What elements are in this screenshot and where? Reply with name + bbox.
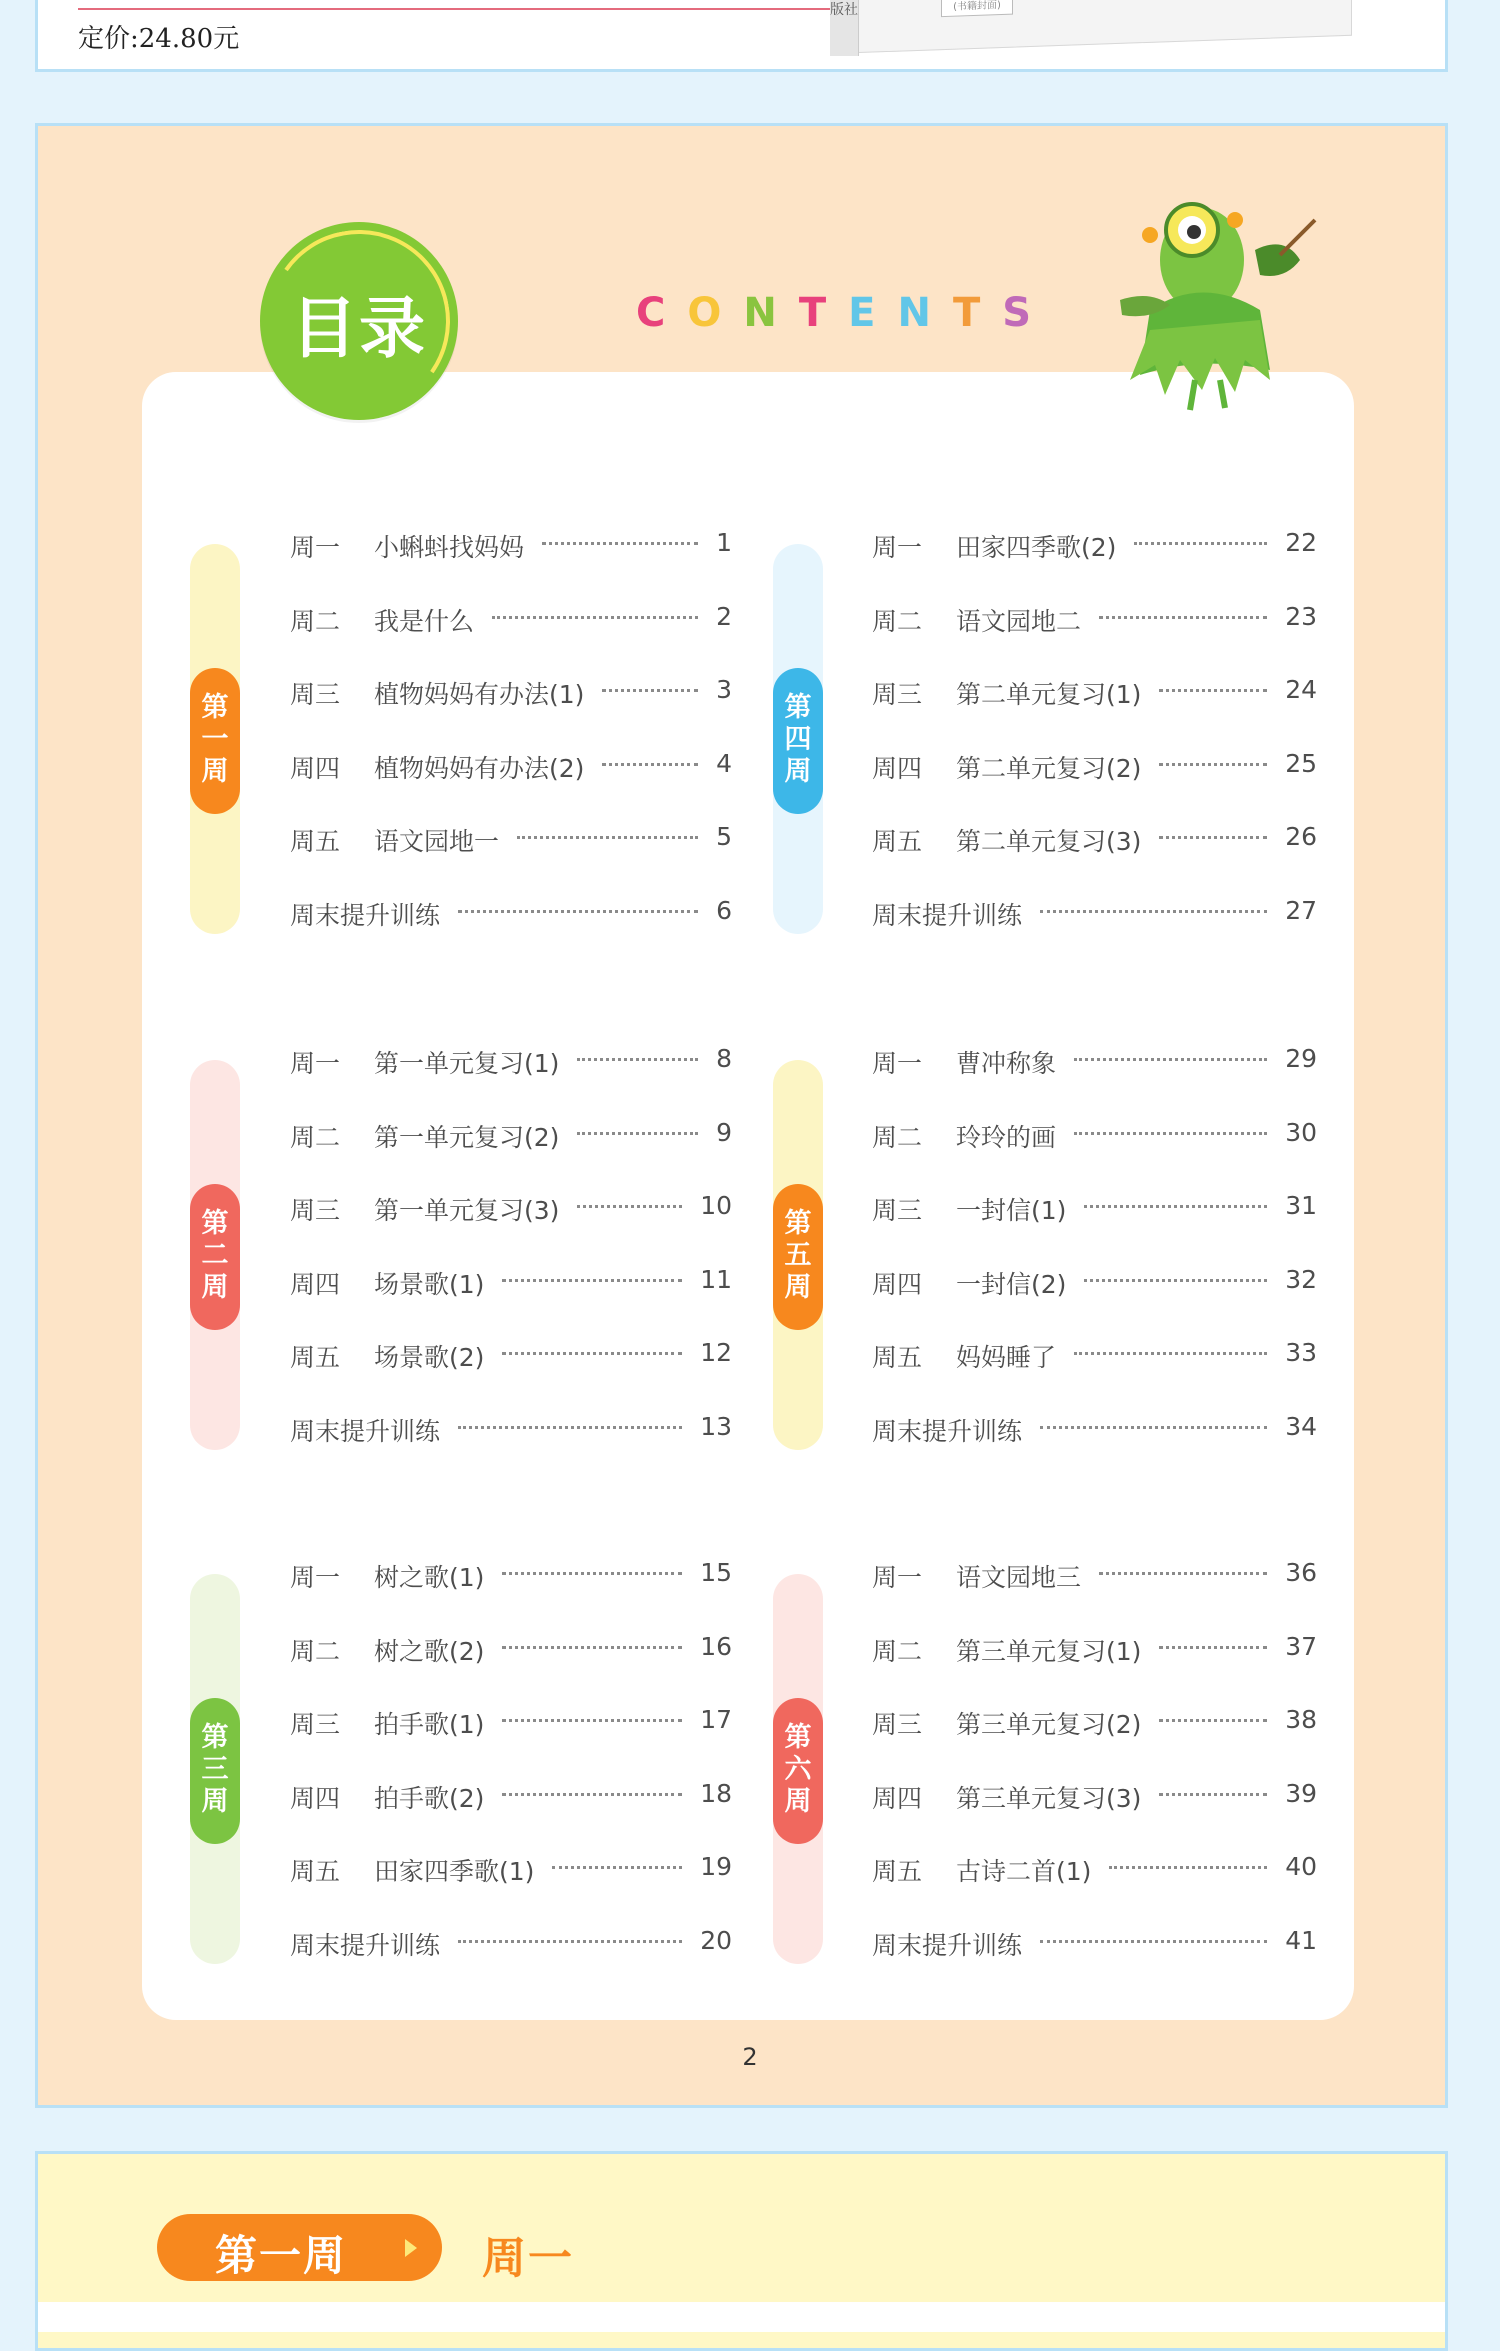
book-cover-label: (书籍封面)	[941, 0, 1013, 17]
toc-leader-dots	[502, 1719, 682, 1722]
contents-letter: O	[687, 290, 744, 336]
toc-title: 曹冲称象	[956, 1049, 1057, 1078]
toc-entry[interactable]	[290, 602, 732, 642]
toc-day: 周末提升训练	[290, 900, 441, 930]
toc-title: 场景歌(1)	[374, 1269, 485, 1299]
toc-entry[interactable]	[872, 1632, 1317, 1672]
toc-day: 周三	[872, 680, 923, 709]
toc-page-number: 17	[700, 1705, 732, 1734]
toc-leader-dots	[458, 1426, 682, 1429]
toc-title: 第三单元复习(1)	[956, 1636, 1142, 1666]
toc-title: 玲玲的画	[956, 1122, 1057, 1152]
toc-entry[interactable]	[290, 896, 732, 936]
week-label-char: 第	[784, 1208, 812, 1239]
toc-entry[interactable]	[872, 528, 1317, 568]
toc-page-number: 22	[1285, 528, 1317, 557]
toc-title: 妈妈睡了	[956, 1343, 1057, 1372]
toc-title: 第二单元复习(3)	[956, 827, 1142, 856]
toc-leader-dots	[1134, 542, 1267, 545]
week-label-char: 六	[784, 1754, 812, 1785]
week-label-pill	[773, 668, 823, 814]
week-label-char: 周	[784, 1272, 812, 1303]
toc-entry[interactable]	[290, 749, 732, 789]
toc-page-number: 2	[716, 601, 732, 631]
toc-entry[interactable]	[872, 1118, 1317, 1158]
toc-page-number: 8	[716, 1044, 732, 1073]
toc-day: 周三	[290, 680, 341, 709]
contents-word	[636, 290, 1053, 336]
toc-day: 周三	[290, 1196, 341, 1225]
toc-day: 周二	[872, 1636, 923, 1666]
toc-title: 拍手歌(1)	[374, 1710, 485, 1739]
toc-day: 周三	[290, 1710, 341, 1739]
toc-entry[interactable]	[290, 1632, 732, 1672]
toc-title: 第二单元复习(2)	[956, 753, 1142, 783]
mascot-illustration	[1110, 180, 1335, 420]
toc-day: 周二	[872, 606, 923, 636]
week-label-char: 周	[784, 756, 812, 787]
toc-page-number: 15	[700, 1558, 732, 1587]
toc-entry[interactable]	[290, 675, 732, 715]
day-heading: 周一	[482, 2233, 574, 2284]
toc-leader-dots	[1159, 1646, 1267, 1649]
toc-day: 周五	[872, 827, 923, 856]
toc-page-number: 25	[1285, 748, 1317, 778]
toc-entry[interactable]	[872, 1191, 1317, 1231]
toc-leader-dots	[517, 836, 698, 839]
toc-page-number: 34	[1285, 1411, 1317, 1441]
toc-page-number: 32	[1285, 1264, 1317, 1294]
toc-leader-dots	[1159, 1793, 1267, 1796]
toc-day: 周一	[872, 533, 923, 562]
week-label-char: 周	[201, 1272, 229, 1303]
toc-leader-dots	[1040, 910, 1267, 913]
week-label-char: 第	[201, 1722, 229, 1753]
week-label-char: 二	[201, 1240, 229, 1271]
toc-page-number: 6	[716, 895, 732, 925]
toc-title: 语文园地三	[956, 1563, 1082, 1592]
toc-page-number: 36	[1285, 1558, 1317, 1587]
toc-entry[interactable]	[872, 1558, 1317, 1598]
toc-title: 田家四季歌(2)	[956, 533, 1117, 562]
toc-title: 古诗二首(1)	[956, 1857, 1092, 1886]
toc-day: 周一	[290, 1049, 341, 1078]
toc-page-number: 27	[1285, 895, 1317, 925]
toc-page-number: 12	[700, 1338, 732, 1367]
toc-day: 周末提升训练	[290, 1930, 441, 1960]
toc-title: 第三单元复习(3)	[956, 1783, 1142, 1813]
toc-page-number: 26	[1285, 822, 1317, 851]
toc-leader-dots	[1040, 1426, 1267, 1429]
week-label-char: 第	[201, 692, 229, 723]
toc-entry[interactable]	[872, 1338, 1317, 1378]
contents-letter: T	[798, 290, 849, 336]
toc-leader-dots	[1099, 1572, 1267, 1575]
toc-leader-dots	[1040, 1940, 1267, 1943]
toc-title: 语文园地一	[374, 827, 500, 856]
toc-leader-dots	[1159, 836, 1267, 839]
week-label-char: 一	[201, 724, 229, 755]
toc-title: 语文园地二	[956, 606, 1082, 636]
week-label-pill	[190, 1184, 240, 1330]
toc-day: 周一	[872, 1563, 923, 1592]
toc-leader-dots	[577, 1058, 698, 1061]
toc-leader-dots	[458, 1940, 682, 1943]
toc-page-number: 37	[1285, 1631, 1317, 1661]
toc-entry[interactable]	[872, 1705, 1317, 1745]
toc-page-number: 24	[1285, 675, 1317, 704]
week-label-pill	[190, 1698, 240, 1844]
toc-page-number: 31	[1285, 1191, 1317, 1220]
week-label-char: 四	[784, 724, 812, 755]
toc-leader-dots	[602, 763, 698, 766]
toc-day: 周五	[872, 1343, 923, 1372]
contents-letter: C	[636, 290, 688, 336]
contents-letter: E	[848, 290, 898, 336]
week-label-char: 周	[784, 1786, 812, 1817]
toc-page-number: 23	[1285, 601, 1317, 631]
toc-page-number: 30	[1285, 1117, 1317, 1147]
toc-entry[interactable]	[872, 1779, 1317, 1819]
week-label-char: 第	[201, 1208, 229, 1239]
section-content-area	[38, 2302, 1445, 2332]
toc-leader-dots	[502, 1352, 682, 1355]
toc-leader-dots	[1074, 1058, 1267, 1061]
toc-leader-dots	[502, 1572, 682, 1575]
toc-leader-dots	[1099, 616, 1267, 619]
page-number: 2	[742, 2043, 758, 2071]
toc-entry[interactable]	[872, 822, 1317, 862]
toc-title: 第一单元复习(3)	[374, 1196, 560, 1225]
toc-title: 一封信(2)	[956, 1269, 1067, 1299]
toc-page-number: 29	[1285, 1044, 1317, 1073]
toc-page-number: 19	[700, 1852, 732, 1881]
toc-title: 植物妈妈有办法(2)	[374, 753, 585, 783]
toc-title: 植物妈妈有办法(1)	[374, 680, 585, 709]
toc-day: 周三	[872, 1710, 923, 1739]
toc-day: 周二	[290, 1636, 341, 1666]
toc-leader-dots	[502, 1646, 682, 1649]
toc-leader-dots	[502, 1793, 682, 1796]
toc-title: 树之歌(2)	[374, 1636, 485, 1666]
toc-leader-dots	[1159, 763, 1267, 766]
toc-title: 树之歌(1)	[374, 1563, 485, 1592]
toc-leader-dots	[577, 1132, 698, 1135]
toc-entry[interactable]	[872, 1044, 1317, 1084]
toc-entry[interactable]	[872, 1926, 1317, 1966]
toc-entry[interactable]	[872, 1412, 1317, 1452]
toc-title: 田家四季歌(1)	[374, 1857, 535, 1886]
toc-leader-dots	[1159, 1719, 1267, 1722]
toc-page-number: 10	[700, 1191, 732, 1220]
toc-entry[interactable]	[872, 602, 1317, 642]
toc-page-number: 9	[716, 1117, 732, 1147]
week-label-char: 周	[201, 756, 229, 787]
toc-leader-dots	[458, 910, 698, 913]
toc-leader-dots	[577, 1205, 682, 1208]
toc-leader-dots	[552, 1866, 682, 1869]
toc-leader-dots	[542, 542, 698, 545]
week-label-char: 三	[201, 1754, 229, 1785]
toc-page-number: 40	[1285, 1852, 1317, 1881]
price-label: 定价:24.80元	[78, 24, 240, 54]
toc-page-number: 18	[700, 1778, 732, 1808]
toc-day: 周末提升训练	[290, 1416, 441, 1446]
toc-entry[interactable]	[290, 1191, 732, 1231]
toc-page-number: 20	[700, 1925, 732, 1955]
toc-entry[interactable]	[872, 1265, 1317, 1305]
toc-leader-dots	[1074, 1132, 1267, 1135]
toc-day: 周三	[872, 1196, 923, 1225]
toc-day: 周五	[290, 1343, 341, 1372]
week-label-pill	[190, 668, 240, 814]
toc-title: 小蝌蚪找妈妈	[374, 533, 525, 562]
toc-title: 场景歌(2)	[374, 1343, 485, 1372]
toc-day: 周四	[290, 753, 341, 783]
toc-page-number: 39	[1285, 1778, 1317, 1808]
toc-day: 周一	[290, 533, 341, 562]
toc-day: 周四	[872, 753, 923, 783]
toc-day: 周四	[872, 1269, 923, 1299]
toc-entry[interactable]	[290, 1338, 732, 1378]
toc-entry[interactable]	[290, 1044, 732, 1084]
toc-page-number: 41	[1285, 1925, 1317, 1955]
contents-letter: S	[1002, 290, 1054, 336]
toc-title: 第三单元复习(2)	[956, 1710, 1142, 1739]
toc-entry[interactable]	[290, 1118, 732, 1158]
toc-page-number: 13	[700, 1411, 732, 1441]
toc-page-number: 3	[716, 675, 732, 704]
toc-day: 周一	[872, 1049, 923, 1078]
toc-page-number: 33	[1285, 1338, 1317, 1367]
toc-entry[interactable]	[290, 1705, 732, 1745]
week-label-pill	[773, 1698, 823, 1844]
toc-page-number: 1	[716, 528, 732, 557]
week-banner-label: 第一周	[215, 2231, 348, 2280]
toc-leader-dots	[1084, 1279, 1267, 1282]
toc-leader-dots	[1159, 689, 1267, 692]
toc-entry[interactable]	[290, 1779, 732, 1819]
book-spine-text: 版社	[830, 2, 858, 18]
toc-leader-dots	[1084, 1205, 1267, 1208]
toc-day: 周二	[872, 1122, 923, 1152]
contents-letter: N	[743, 290, 799, 336]
toc-leader-dots	[1074, 1352, 1267, 1355]
week-label-char: 第	[784, 1722, 812, 1753]
contents-heading: 目录	[291, 290, 427, 367]
contents-letter: N	[897, 290, 953, 336]
toc-day: 周一	[290, 1563, 341, 1592]
week-label-pill	[773, 1184, 823, 1330]
toc-day: 周五	[290, 1857, 341, 1886]
toc-leader-dots	[502, 1279, 682, 1282]
toc-day: 周二	[290, 606, 341, 636]
toc-entry[interactable]	[290, 1852, 732, 1892]
toc-day: 周四	[290, 1783, 341, 1813]
toc-day: 周末提升训练	[872, 1416, 1023, 1446]
toc-entry[interactable]	[872, 896, 1317, 936]
toc-entry[interactable]	[290, 528, 732, 568]
toc-page-number: 5	[716, 822, 732, 851]
toc-entry[interactable]	[290, 1926, 732, 1966]
toc-title: 一封信(1)	[956, 1196, 1067, 1225]
toc-entry[interactable]	[290, 1412, 732, 1452]
toc-entry[interactable]	[872, 749, 1317, 789]
toc-title: 第一单元复习(2)	[374, 1122, 560, 1152]
play-arrow-icon	[405, 2239, 417, 2257]
toc-leader-dots	[1109, 1866, 1267, 1869]
toc-entry[interactable]	[872, 1852, 1317, 1892]
toc-entry[interactable]	[290, 1265, 732, 1305]
toc-day: 周末提升训练	[872, 900, 1023, 930]
toc-leader-dots	[602, 689, 698, 692]
book-spine	[830, 0, 859, 56]
toc-entry[interactable]	[290, 822, 732, 862]
week-label-char: 五	[784, 1240, 812, 1271]
toc-page-number: 16	[700, 1631, 732, 1661]
toc-page-number: 38	[1285, 1705, 1317, 1734]
toc-day: 周末提升训练	[872, 1930, 1023, 1960]
toc-day: 周四	[290, 1269, 341, 1299]
toc-leader-dots	[492, 616, 698, 619]
toc-day: 周二	[290, 1122, 341, 1152]
contents-letter: T	[952, 290, 1003, 336]
toc-page-number: 4	[716, 748, 732, 778]
toc-day: 周五	[872, 1857, 923, 1886]
toc-day: 周五	[290, 827, 341, 856]
toc-entry[interactable]	[872, 675, 1317, 715]
toc-day: 周四	[872, 1783, 923, 1813]
toc-title: 拍手歌(2)	[374, 1783, 485, 1813]
toc-page-number: 11	[700, 1264, 732, 1294]
toc-title: 第二单元复习(1)	[956, 680, 1142, 709]
toc-title: 我是什么	[374, 606, 475, 636]
toc-entry[interactable]	[290, 1558, 732, 1598]
toc-title: 第一单元复习(1)	[374, 1049, 560, 1078]
week-label-char: 周	[201, 1786, 229, 1817]
divider-line	[78, 8, 848, 10]
week-label-char: 第	[784, 692, 812, 723]
